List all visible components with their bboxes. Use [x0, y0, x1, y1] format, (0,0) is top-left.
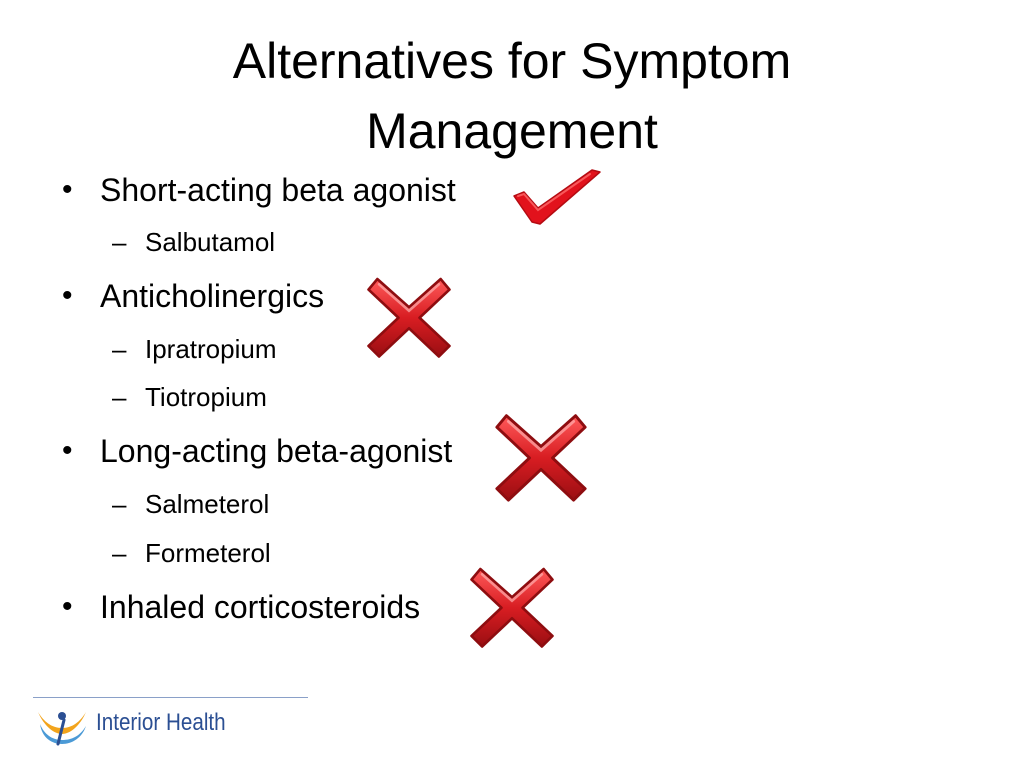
sub-dash: –	[112, 538, 127, 568]
sub-dash: –	[112, 382, 127, 412]
sub-label: Salmeterol	[145, 489, 270, 519]
sub-dash: –	[112, 227, 127, 257]
footer-divider	[33, 697, 308, 698]
cross-icon	[468, 562, 556, 650]
cross-icon	[493, 408, 589, 504]
bullet-dot: •	[62, 590, 73, 623]
bullet-dot: •	[62, 279, 73, 312]
sub-label: Tiotropium	[145, 382, 267, 412]
bullet-label: Long-acting beta-agonist	[100, 433, 453, 469]
checkmark-icon	[510, 168, 602, 226]
interior-health-logo-icon	[34, 704, 90, 748]
cross-icon	[364, 272, 454, 360]
sub-dash: –	[112, 334, 127, 364]
bullet-label: Short-acting beta agonist	[100, 172, 456, 208]
title-line-1: Alternatives for Symptom	[232, 33, 792, 89]
slide-title	[0, 26, 1024, 166]
bullet-label: Anticholinergics	[100, 278, 325, 314]
sub-label: Salbutamol	[145, 227, 276, 257]
sub-label: Formeterol	[145, 538, 271, 568]
bullet-dot: •	[62, 173, 73, 206]
sub-dash: –	[112, 489, 127, 519]
bullet-dot: •	[62, 434, 73, 467]
sub-label: Ipratropium	[145, 334, 277, 364]
bullet-label: Inhaled corticosteroids	[100, 589, 421, 625]
title-line-2: Management	[366, 103, 658, 159]
footer-logo-text: Interior Health	[96, 709, 226, 736]
